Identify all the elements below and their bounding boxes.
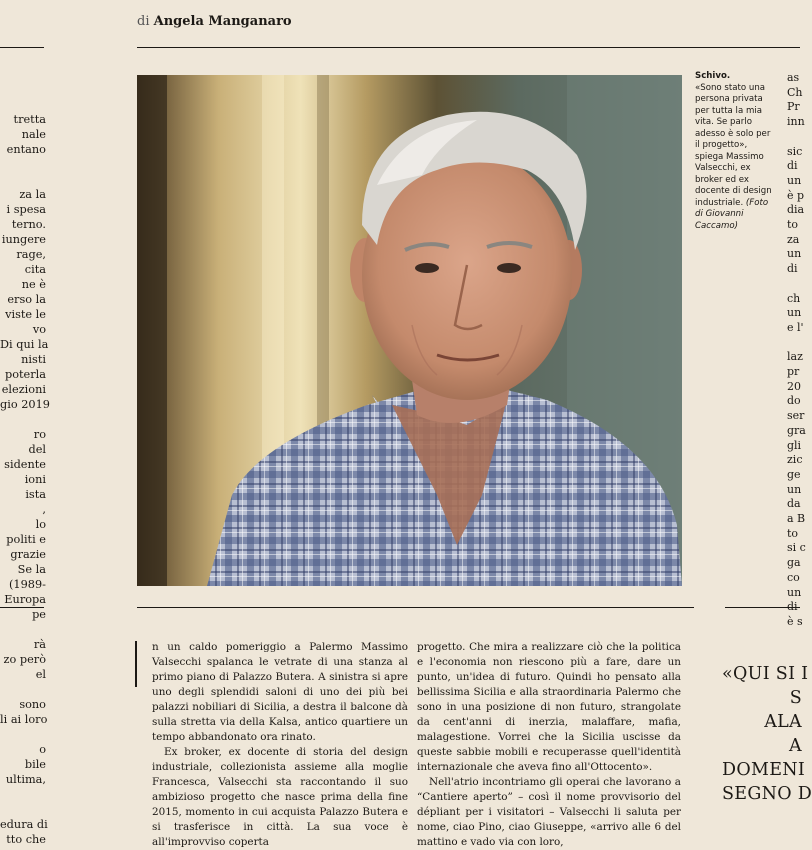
left-column-line (0, 682, 46, 697)
right-neighbor-column (787, 71, 806, 628)
right-column-line: to (787, 526, 799, 540)
right-column-line: ga (787, 556, 801, 570)
right-column-line: un (787, 482, 802, 496)
right-column-line: 20 (787, 379, 801, 393)
portrait-illustration (137, 75, 682, 586)
right-column-line: ge (787, 467, 801, 481)
left-column-line: iungere (1, 233, 46, 246)
right-column-line: co (787, 570, 800, 584)
right-column-line: a B (787, 512, 806, 526)
left-column-line: grazie (10, 548, 46, 561)
left-column-line (0, 622, 46, 637)
left-column-line: ioni (24, 473, 46, 486)
right-column-line: to (787, 218, 799, 232)
article-column-1 (152, 640, 408, 850)
byline (137, 14, 292, 29)
byline-author: Angela Manganaro (153, 14, 292, 29)
left-column-line (0, 172, 46, 187)
dropcap-marker (135, 641, 137, 687)
left-column-line: rage, (16, 248, 46, 261)
left-column-line: viste le (5, 308, 46, 321)
left-column-line: , (42, 503, 46, 516)
article-column-2 (417, 640, 681, 850)
left-column-line: politi e (6, 533, 46, 546)
left-column-line: ne è (21, 278, 46, 291)
pull-quote-line: A (789, 736, 802, 756)
left-column-line: i spesa (6, 203, 46, 216)
left-column-line: za la (19, 188, 46, 201)
right-column-line: da (787, 497, 801, 511)
right-column-line: è p (787, 188, 805, 202)
left-column-line: cita (24, 263, 46, 276)
left-column-line: sidente (4, 458, 46, 471)
left-column-line: gio 2019 (0, 398, 50, 411)
right-column-line: as (787, 71, 800, 84)
left-column-line: elezioni (1, 383, 46, 396)
bottom-rule-main (137, 607, 694, 608)
right-column-line: zic (787, 453, 803, 467)
left-column-line: entano (6, 143, 46, 156)
right-column-line: di (787, 262, 798, 276)
left-column-line (0, 802, 46, 817)
right-column-line (787, 130, 800, 145)
pull-quote-line: ALA (764, 712, 802, 732)
left-column-line: nale (21, 128, 46, 141)
right-column-line (787, 277, 800, 292)
right-column-line: do (787, 394, 801, 408)
right-column-line: un (787, 585, 802, 599)
right-column-line: e l' (787, 320, 804, 334)
article-paragraph: n un caldo pomeriggio a Palermo Massimo Valsecchi spalanca le vetrate di una stanza al primo piano di Palazzo Butera. A sinistra si apre uno degli splendidi saloni di uno dei più bei palazzi nobiliari di Sicilia, a destra il balcone dà sulla stretta via della Kalsa, antico quartiere un tempo abbandonato ora rinato. (152, 641, 408, 743)
left-column-line (0, 727, 46, 742)
left-column-line: lo (35, 518, 46, 531)
right-column-line: un (787, 173, 802, 187)
right-column-line: Pr (787, 100, 800, 114)
right-column-line: ch (787, 291, 801, 305)
right-column-line: gli (787, 438, 802, 452)
article-paragraph: Ex broker, ex docente di storia del design industriale, collezionista assieme alla moglie Francesca, Valsecchi sta raccontando il suo ambizioso progetto che nasce prima della fine 2015, momento in cui acquista Palazzo Butera e si trasferisce in città. La sua voce è all'improvviso coperta (152, 746, 408, 848)
right-column-line: è s (787, 614, 803, 628)
article-paragraph: Nell'atrio incontriamo gli operai che lavorano a “Cantiere aperto” – così il nome provvisorio del dépliant per i visitatori – Valsecchi li saluta per nome, ciao Pino, ciao Giuseppe, «arrivo alle 6 del mattino e vado via con loro, (417, 776, 681, 848)
left-column-line: o (39, 743, 46, 756)
left-column-line: erso la (7, 293, 46, 306)
top-rule-main (137, 47, 800, 48)
left-column-line: zo però (3, 653, 46, 666)
byline-prefix: di (137, 14, 150, 29)
left-column-line: li ai loro (0, 713, 48, 726)
left-column-line (0, 787, 46, 802)
left-column-line: nisti (21, 353, 46, 366)
left-column-line: ro (33, 428, 46, 441)
right-column-line: un (787, 247, 802, 261)
pull-quote-line: «QUI SI I (722, 664, 809, 684)
right-column-line: pr (787, 365, 800, 379)
left-column-line: tretta (13, 113, 46, 126)
right-column-line (787, 336, 800, 351)
right-column-line: si c (787, 541, 806, 555)
pull-quote-line: DOMENI (722, 760, 806, 780)
left-column-line: edura di (0, 818, 48, 831)
right-column-line: sic (787, 144, 803, 158)
left-column-line: tto che (6, 833, 46, 846)
pull-quote-line: S (789, 688, 802, 708)
portrait-photo (137, 75, 682, 586)
left-column-line: sono (19, 698, 46, 711)
left-column-line (0, 412, 46, 427)
right-column-line: ser (787, 409, 805, 423)
top-rule-left (0, 47, 44, 48)
left-column-line: vo (32, 323, 46, 336)
caption-credit: (Foto di Giovanni Caccamo) (695, 197, 769, 231)
right-column-line: Ch (787, 85, 803, 99)
left-column-line: del (28, 443, 46, 456)
left-neighbor-column (0, 97, 50, 846)
right-column-line: inn (787, 115, 805, 129)
left-column-line: bile (24, 758, 46, 771)
left-column-line: Se la (17, 563, 46, 576)
left-column-line: el (35, 668, 46, 681)
right-column-line: di (787, 159, 798, 173)
right-column-line: un (787, 306, 802, 320)
left-column-line: terno. (11, 218, 46, 231)
right-column-line: za (787, 232, 800, 246)
left-column-line: Di qui la (0, 338, 49, 351)
caption-text: «Sono stato una persona privata per tutta la mia vita. Se parlo adesso è solo per il progetto», spiega Massimo Valsecchi, ex broker ed ex docente di design industriale. (695, 82, 772, 208)
left-column-line (0, 97, 46, 112)
pull-quote-line: SEGNO D (722, 784, 812, 804)
right-column-line: laz (787, 350, 803, 364)
pull-quote (722, 662, 812, 806)
left-column-line: Europa (4, 593, 46, 606)
left-column-line (0, 157, 46, 172)
article-paragraph: progetto. Che mira a realizzare ciò che la politica e l'economia non riescono più a fare, dare un punto, un'idea di futuro. Quindi ho pensato alla bellissima Sicilia e alla straordinaria Palermo che sono in una posizione di non futuro, strangolate da cent'anni di inerzia, malaffare, mafia, malagestione. Vorrei che la Sicilia uscisse da queste sabbie mobili e recuperasse quell'identità internazionale che aveva fino all'Ottocento». (417, 641, 681, 773)
left-column-line: pe (32, 608, 46, 621)
caption-title: Schivo. (695, 71, 731, 81)
right-column-line: gra (787, 423, 806, 437)
right-column-line: di (787, 600, 798, 614)
left-column-line: rà (33, 638, 46, 651)
left-column-line: ista (25, 488, 46, 501)
photo-caption (695, 71, 775, 232)
left-column-line: ultima, (5, 773, 46, 786)
right-column-line: dia (787, 203, 805, 217)
left-column-line: poterla (4, 368, 46, 381)
left-column-line: (1989- (9, 578, 46, 591)
